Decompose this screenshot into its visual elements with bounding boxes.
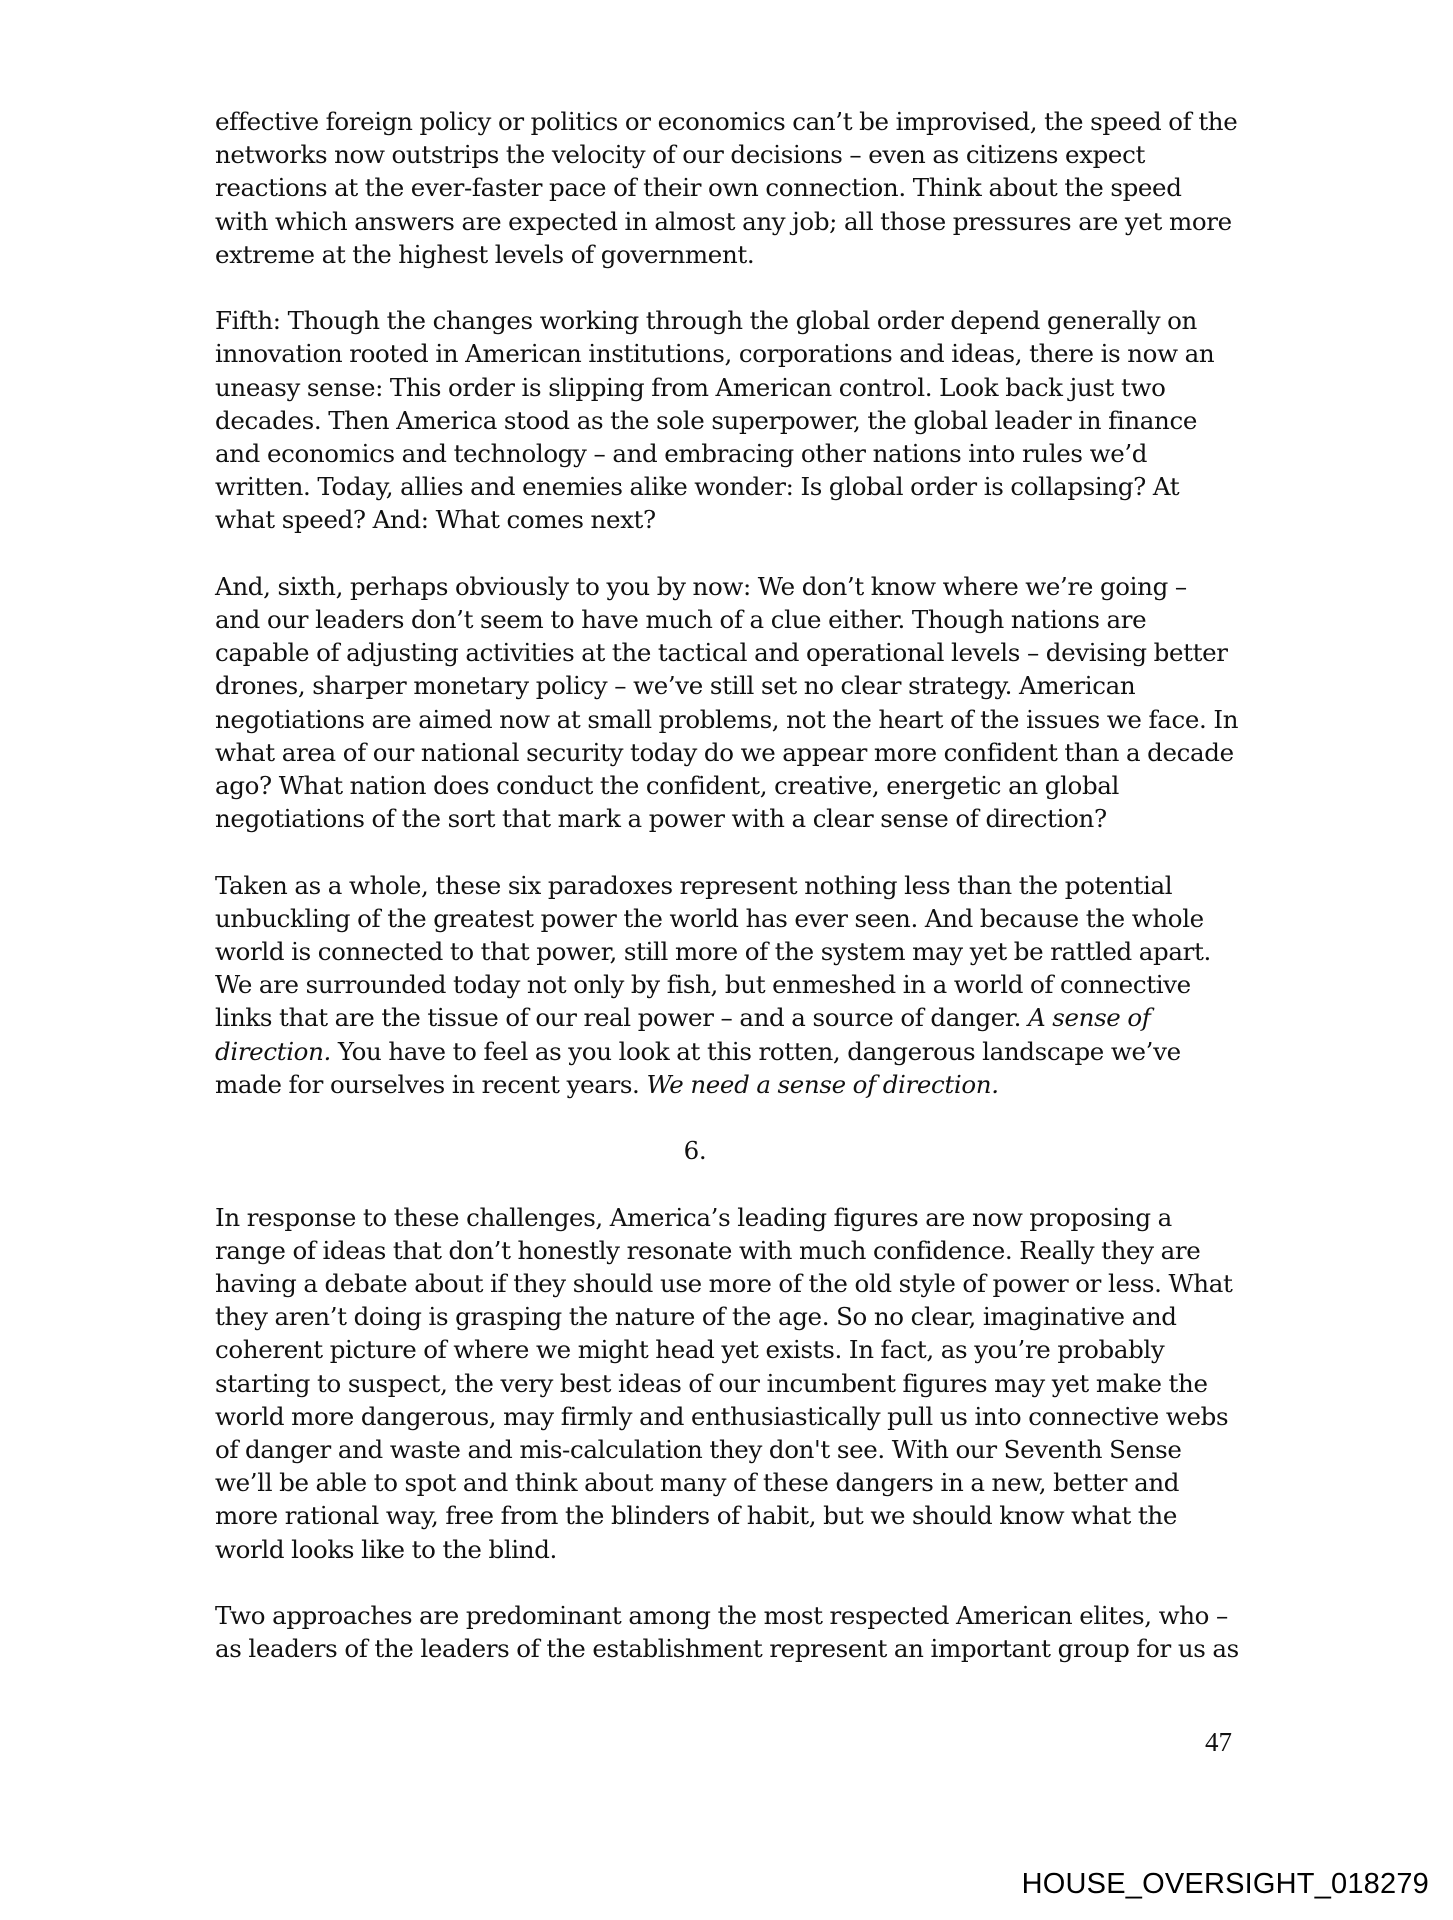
text-line: as leaders of the leaders of the establishment represent an important group for us as [215,1634,1239,1664]
paragraph-response [215,1201,1245,1566]
text-line: and economics and technology – and embracing other nations into rules we’d [215,439,1148,469]
text-line: capable of adjusting activities at the tactical and operational levels – devising better [215,638,1228,668]
text-line: more rational way, free from the blinders of habit, but we should know what the [215,1501,1177,1531]
text-line: We are surrounded today not only by fish, but enmeshed in a world of connective [215,970,1191,1000]
text-line: and our leaders don’t seem to have much of a clue either. Though nations are [215,605,1147,635]
text-line: what area of our national security today do we appear more confident than a decade [215,737,1234,767]
text-line: decades. Then America stood as the sole superpower, the global leader in finance [215,405,1197,435]
text-line: of danger and waste and mis-calculation they don't see. With our Seventh Sense [215,1435,1182,1465]
text-line: In response to these challenges, America’s leading figures are now proposing a [215,1202,1172,1232]
text-line: we’ll be able to spot and think about many of these dangers in a new, better and [215,1468,1180,1498]
italic-emphasis: direction. [215,1036,331,1066]
text-line: Fifth: Though the changes working through the global order depend generally on [215,306,1197,336]
section-number: 6. [683,1136,707,1166]
bates-stamp: HOUSE_OVERSIGHT_018279 [1021,1868,1429,1900]
text-line: world looks like to the blind. [215,1534,557,1564]
text-line: networks now outstrips the velocity of our decisions – even as citizens expect [215,140,1145,170]
page-number: 47 [1205,1727,1232,1757]
paragraph-sixth [215,570,1245,836]
text-line: starting to suspect, the very best ideas of our incumbent figures may yet make the [215,1368,1208,1398]
text-line: And, sixth, perhaps obviously to you by now: We don’t know where we’re going – [215,571,1187,601]
text-line: unbuckling of the greatest power the world has ever seen. And because the whole [215,903,1204,933]
text-line: Taken as a whole, these six paradoxes represent nothing less than the potential [215,870,1173,900]
text-line: ago? What nation does conduct the confident, creative, energetic an global [215,771,1120,801]
italic-emphasis: We need a sense of direction. [646,1069,999,1099]
text-line: having a debate about if they should use more of the old style of power or less. What [215,1269,1233,1299]
body-text [215,105,1245,1699]
text-line: with which answers are expected in almost any job; all those pressures are yet more [215,206,1232,236]
paragraph-speed-of-networks [215,105,1245,271]
text-line: what speed? And: What comes next? [215,505,656,535]
text-line: Two approaches are predominant among the most respected American elites, who – [215,1601,1228,1631]
text-line: extreme at the highest levels of government. [215,239,755,269]
text-line: uneasy sense: This order is slipping from American control. Look back just two [215,372,1166,402]
italic-emphasis: A sense of [1027,1003,1151,1033]
text-line [215,1001,1245,1034]
paragraph-two-approaches [215,1599,1245,1665]
text-run: You have to feel as you look at this rotten, dangerous landscape we’ve [330,1036,1181,1066]
text-line: world is connected to that power, still more of the system may yet be rattled apart. [215,937,1211,967]
text-run: made for ourselves in recent years. [215,1069,647,1099]
paragraph-fifth [215,304,1245,536]
text-line: negotiations of the sort that mark a power with a clear sense of direction? [215,804,1107,834]
text-line: range of ideas that don’t honestly resonate with much confidence. Really they are [215,1235,1201,1265]
text-line: world more dangerous, may firmly and enthusiastically pull us into connective webs [215,1401,1229,1431]
text-line [215,1035,1245,1068]
text-line: innovation rooted in American institutions, corporations and ideas, there is now an [215,339,1215,369]
text-line [215,1068,1245,1101]
text-line: drones, sharper monetary policy – we’ve still set no clear strategy. American [215,671,1136,701]
text-line: effective foreign policy or politics or economics can’t be improvised, the speed of the [215,107,1238,136]
paragraph-six-paradoxes [215,869,1245,1101]
text-line: they aren’t doing is grasping the nature of the age. So no clear, imaginative and [215,1302,1177,1332]
text-line: written. Today, allies and enemies alike wonder: Is global order is collapsing? At [215,472,1180,502]
text-line: reactions at the ever-faster pace of their own connection. Think about the speed [215,173,1182,203]
text-line: coherent picture of where we might head yet exists. In fact, as you’re probably [215,1335,1165,1365]
text-line: negotiations are aimed now at small problems, not the heart of the issues we face. In [215,704,1239,734]
text-run: links that are the tissue of our real power – and a source of danger. [215,1003,1028,1033]
